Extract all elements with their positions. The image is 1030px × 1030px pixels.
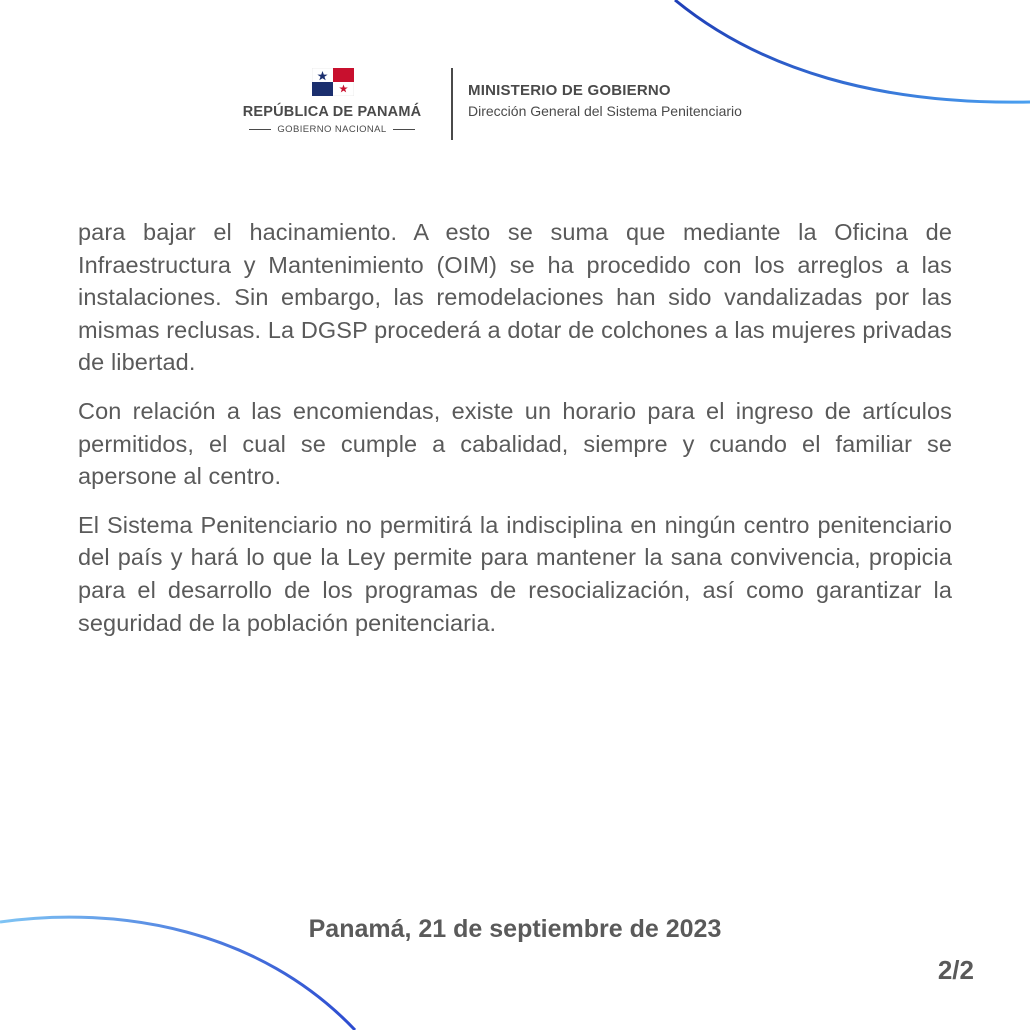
paragraph: para bajar el hacinamiento. A esto se suma que mediante la Oficina de Infraestructura y Mantenimiento (OIM) se ha procedido con los arreglos a las instalaciones. Sin embargo, las remodelaciones han sido vandalizadas por las mismas reclusas. La DGSP procederá a dotar de colchones a las mujeres privadas de libertad. (78, 219, 952, 376)
ministry-name: MINISTERIO DE GOBIERNO (468, 82, 671, 99)
statement-body (78, 216, 952, 655)
letterhead (0, 62, 1030, 142)
paragraph: El Sistema Penitenciario no permitirá la indisciplina en ningún centro penitenciario del país y hará lo que la Ley permite para mantener la sana convivencia, propicia para el desarrollo de los programas de resocialización, así como garantizar la seguridad de la población penitenciaria. (78, 511, 952, 636)
header-divider (451, 68, 453, 140)
government-label-wrapper (230, 124, 434, 135)
right-dash (393, 129, 415, 130)
panama-flag-icon (312, 68, 354, 96)
country-name: REPÚBLICA DE PANAMÁ (242, 104, 422, 120)
page-number: 2/2 (937, 955, 974, 985)
paragraph: Con relación a las encomiendas, existe un horario para el ingreso de artículos permitidos, el cual se cumple a cabalidad, siempre y cuando el familiar se apersone al centro. (78, 397, 952, 490)
date-line: Panamá, 21 de septiembre de 2023 (308, 915, 722, 943)
direction-name: Dirección General del Sistema Penitenciario (468, 103, 742, 119)
left-dash (249, 129, 271, 130)
government-label: GOBIERNO NACIONAL (277, 124, 387, 135)
